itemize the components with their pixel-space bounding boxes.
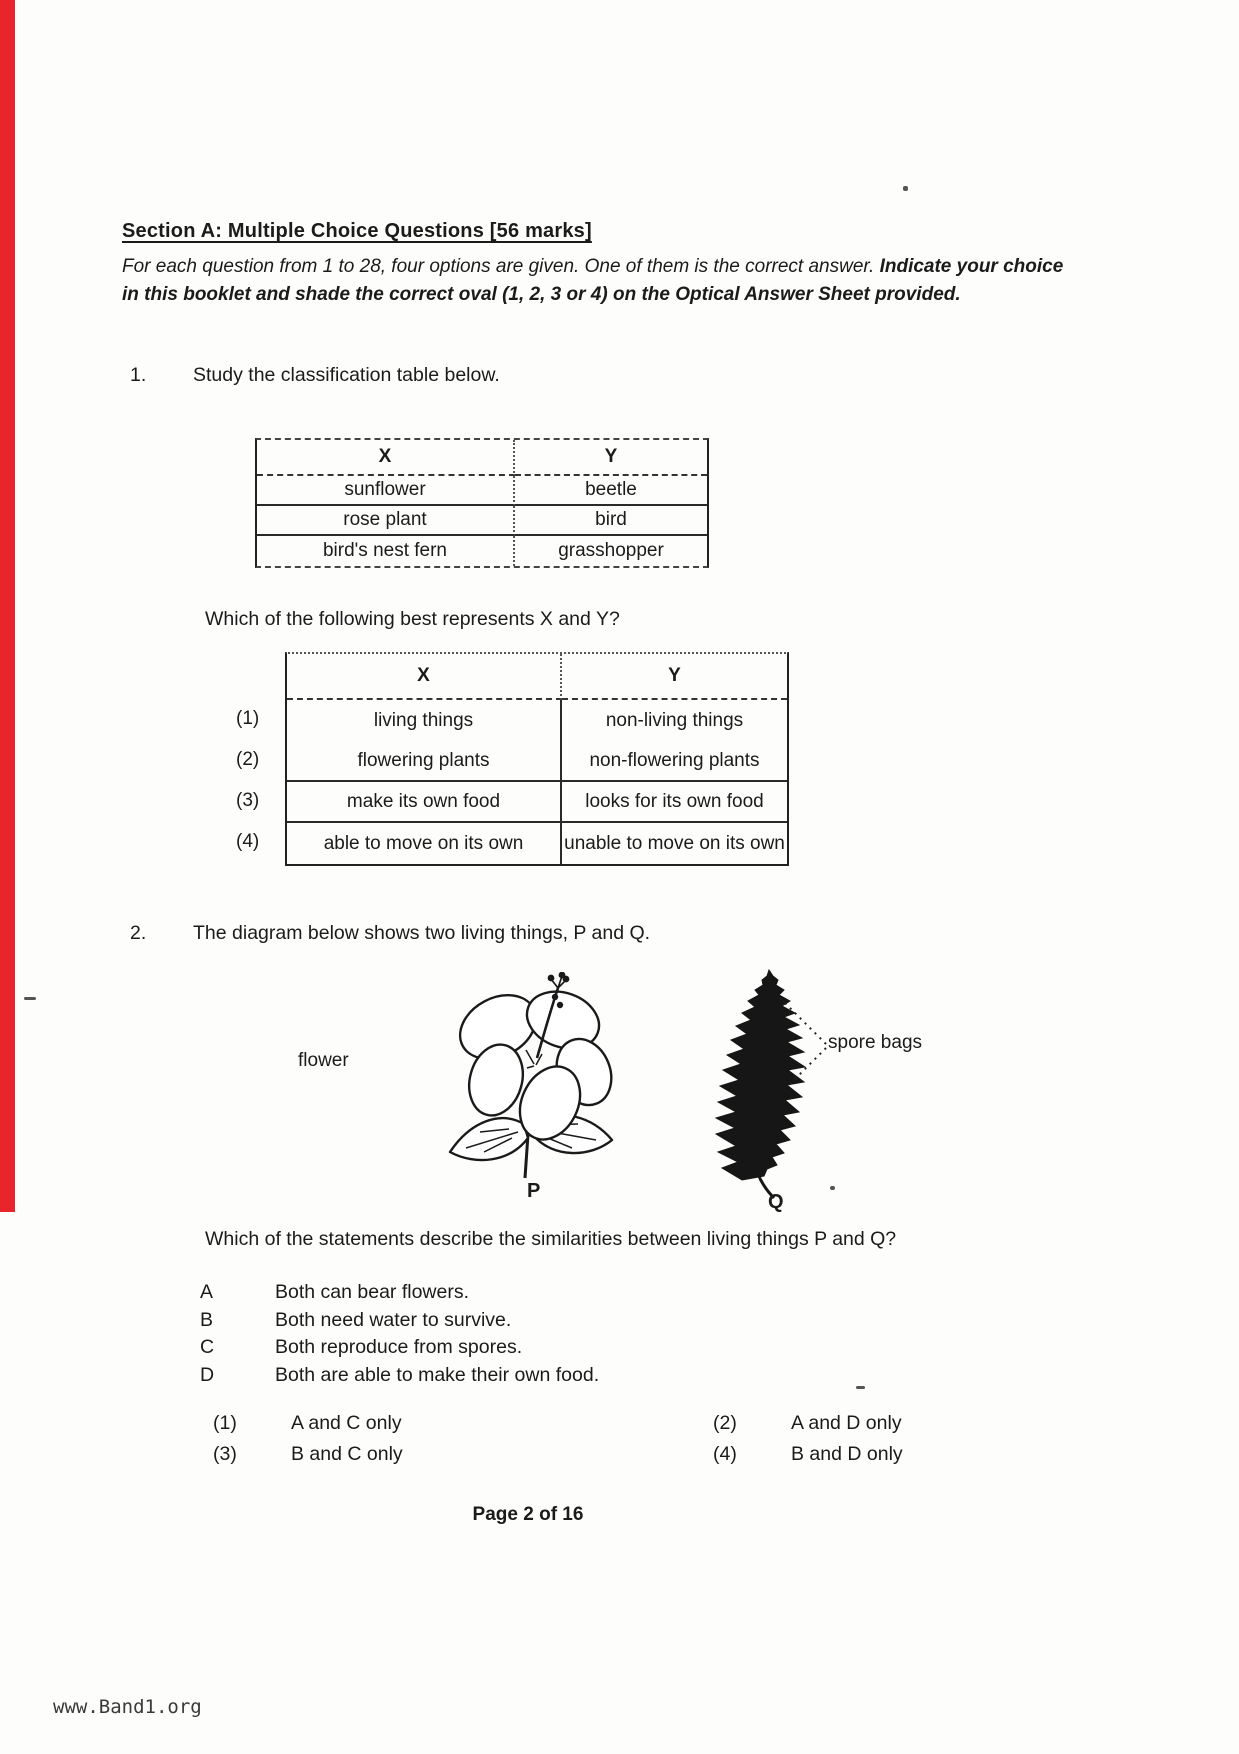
spore-bags-callout-label: spore bags — [828, 1032, 923, 1053]
scan-artifact — [856, 1386, 865, 1389]
statement-text: Both are able to make their own food. — [275, 1363, 600, 1386]
option-1-text: A and C only — [291, 1412, 402, 1434]
option-2-text: A and D only — [791, 1412, 902, 1434]
classification-table-header-y: Y — [515, 440, 707, 476]
question-2 — [130, 922, 1080, 945]
option-1-label: (1) — [236, 708, 260, 729]
specimen-p-label: P — [527, 1180, 541, 1202]
statement-text: Both reproduce from spores. — [275, 1336, 523, 1358]
question-2-options — [213, 1412, 1091, 1466]
statements-list — [200, 1281, 599, 1391]
classification-table-header-x: X — [257, 440, 515, 476]
option-4-text: B and D only — [791, 1443, 903, 1465]
table-cell: living things — [287, 700, 562, 741]
table-cell: non-flowering plants — [562, 741, 787, 782]
statement-letter: A — [200, 1281, 214, 1303]
statement-letter: B — [200, 1308, 214, 1331]
table-cell: able to move on its own — [287, 823, 562, 864]
question-1-sub-question: Which of the following best represents X and Y? — [205, 608, 620, 630]
classification-table — [255, 438, 709, 568]
table-cell: non-living things — [605, 709, 744, 731]
option-2-label: (2) — [236, 749, 260, 770]
statement-a — [200, 1281, 599, 1309]
statement-c — [200, 1336, 599, 1364]
option-4-label: (4) — [236, 831, 260, 852]
option-3-label: (3) — [213, 1443, 237, 1465]
instructions-bold: Indicate your choice in this booklet and shade the correct oval (1, 2, 3 or 4) on the Optical Answer Sheet provided. — [122, 256, 1064, 305]
scan-artifact — [903, 186, 908, 191]
table-cell: flowering plants — [287, 741, 562, 782]
statement-b — [200, 1309, 599, 1337]
question-2-text: The diagram below shows two living things, P and Q. — [193, 922, 651, 944]
option-3-text: B and C only — [291, 1443, 403, 1465]
table-cell: beetle — [515, 476, 707, 506]
question-2-number: 2. — [130, 922, 147, 944]
question-2-sub-question: Which of the statements describe the similarities between living things P and Q? — [205, 1228, 897, 1250]
options-table-header-x: X — [287, 654, 562, 700]
red-margin-bar — [0, 0, 15, 1212]
page-indicator: Page 2 of 16 — [472, 1504, 584, 1525]
section-title: Section A: Multiple Choice Questions [56 marks] — [122, 220, 592, 242]
living-things-diagram — [230, 958, 990, 1223]
option-3-label: (3) — [236, 790, 260, 811]
option-4-label: (4) — [713, 1443, 737, 1465]
statement-text: Both need water to survive. — [275, 1308, 512, 1331]
table-cell: bird's nest fern — [257, 536, 515, 566]
statement-d — [200, 1364, 599, 1392]
section-instructions — [122, 253, 1082, 308]
option-2-label: (2) — [713, 1412, 737, 1434]
statement-letter: D — [200, 1363, 215, 1386]
watermark-url: www.Band1.org — [53, 1696, 202, 1718]
table-cell: looks for its own food — [562, 782, 787, 823]
statement-letter: C — [200, 1336, 215, 1358]
scan-artifact — [830, 1186, 835, 1190]
statement-text: Both can bear flowers. — [275, 1281, 470, 1303]
table-cell: rose plant — [257, 506, 515, 536]
answer-options-table — [285, 652, 789, 866]
spore-bags-pointer-lines — [230, 958, 990, 1223]
scan-artifact — [24, 997, 36, 1000]
table-cell: bird — [515, 506, 707, 536]
instructions-intro: For each question from 1 to 28, four options are given. One of them is the correct answer. — [122, 256, 875, 277]
table-cell: sunflower — [257, 476, 515, 506]
table-cell: make its own food — [287, 782, 562, 823]
question-1 — [130, 364, 1030, 387]
options-table-header-y: Y — [562, 654, 787, 700]
specimen-q-label: Q — [768, 1191, 784, 1213]
flower-callout-label: flower — [298, 1050, 349, 1071]
table-cell: grasshopper — [558, 540, 664, 561]
table-cell: unable to move on its own — [564, 832, 785, 854]
question-1-text: Study the classification table below. — [193, 364, 500, 386]
option-1-label: (1) — [213, 1412, 237, 1434]
question-1-number: 1. — [130, 364, 147, 386]
